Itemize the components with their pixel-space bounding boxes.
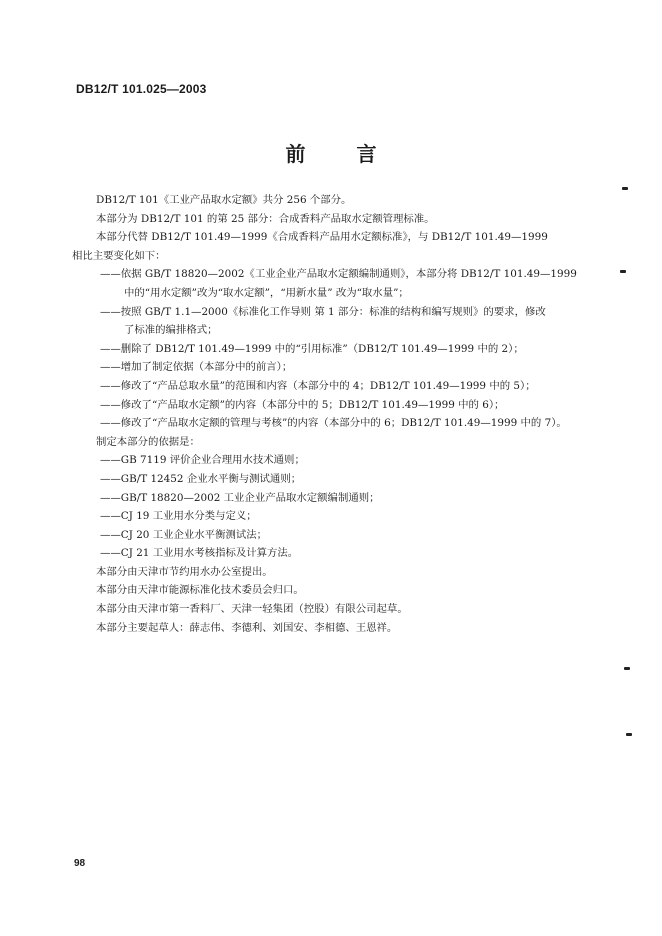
- document-code: DB12/T 101.025—2003: [76, 82, 207, 96]
- paragraph-line: 本部分主要起草人：薛志伟、李德利、刘国安、李相德、王恩祥。: [96, 621, 398, 634]
- basis-item: ——CJ 19 工业用水分类与定义；: [100, 510, 257, 523]
- paragraph-line: 制定本部分的依据是：: [96, 435, 200, 448]
- change-item: ——修改了“产品总取水量”的范围和内容（本部分中的 4；DB12/T 101.49—1999 中的 5）；: [100, 379, 536, 392]
- change-item: ——删除了 DB12/T 101.49—1999 中的“引用标准”（DB12/T 101.49—1999 中的 2）；: [100, 342, 524, 355]
- foreword-body: [72, 191, 604, 637]
- scan-speck: [622, 187, 628, 190]
- page-number: 98: [74, 858, 86, 869]
- change-item: ——修改了“产品取水定额的管理与考核”的内容（本部分中的 6；DB12/T 101.49—1999 中的 7）。: [100, 417, 567, 430]
- paragraph-line: 本部分代替 DB12/T 101.49—1999《合成香料产品用水定额标准》，与 DB12/T 101.49—1999: [96, 231, 548, 244]
- scan-speck: [624, 667, 630, 670]
- paragraph-line: 相比主要变化如下：: [72, 249, 166, 262]
- basis-item: ——CJ 20 工业企业水平衡测试法；: [100, 528, 268, 541]
- change-item: ——增加了制定依据（本部分中的前言）；: [100, 361, 293, 374]
- paragraph-line: 本部分由天津市节约用水办公室提出。: [96, 565, 273, 578]
- change-item-continuation: 了标准的编排格式；: [124, 324, 218, 337]
- basis-item: ——GB/T 18820—2002 工业企业产品取水定额编制通则；: [100, 491, 380, 504]
- paragraph-line: 本部分为 DB12/T 101 的第 25 部分：合成香料产品取水定额管理标准。: [96, 212, 435, 225]
- scan-speck: [620, 270, 626, 273]
- page-title: 前 言: [285, 142, 399, 166]
- paragraph-line: DB12/T 101《工业产品取水定额》共分 256 个部分。: [96, 194, 352, 206]
- basis-item: ——GB/T 12452 企业水平衡与测试通则；: [100, 472, 302, 485]
- basis-item: ——GB 7119 评价企业合理用水技术通则；: [100, 454, 305, 467]
- change-item: ——修改了“产品取水定额”的内容（本部分中的 5；DB12/T 101.49—1999 中的 6）；: [100, 398, 505, 411]
- change-item: ——按照 GB/T 1.1—2000《标准化工作导则 第 1 部分：标准的结构和编写规则》的要求，修改: [100, 305, 546, 318]
- scan-speck: [626, 733, 632, 736]
- change-item: ——依据 GB/T 18820—2002《工业企业产品取水定额编制通则》，本部分将 DB12/T 101.49—1999: [100, 268, 577, 281]
- paragraph-line: 本部分由天津市第一香料厂、天津一轻集团（控股）有限公司起草。: [96, 603, 408, 616]
- paragraph-line: 本部分由天津市能源标准化技术委员会归口。: [96, 584, 304, 597]
- change-item-continuation: 中的“用水定额”改为“取水定额”，“用新水量” 改为“取水量”；: [124, 286, 409, 299]
- basis-item: ——CJ 21 工业用水考核指标及计算方法。: [100, 547, 299, 560]
